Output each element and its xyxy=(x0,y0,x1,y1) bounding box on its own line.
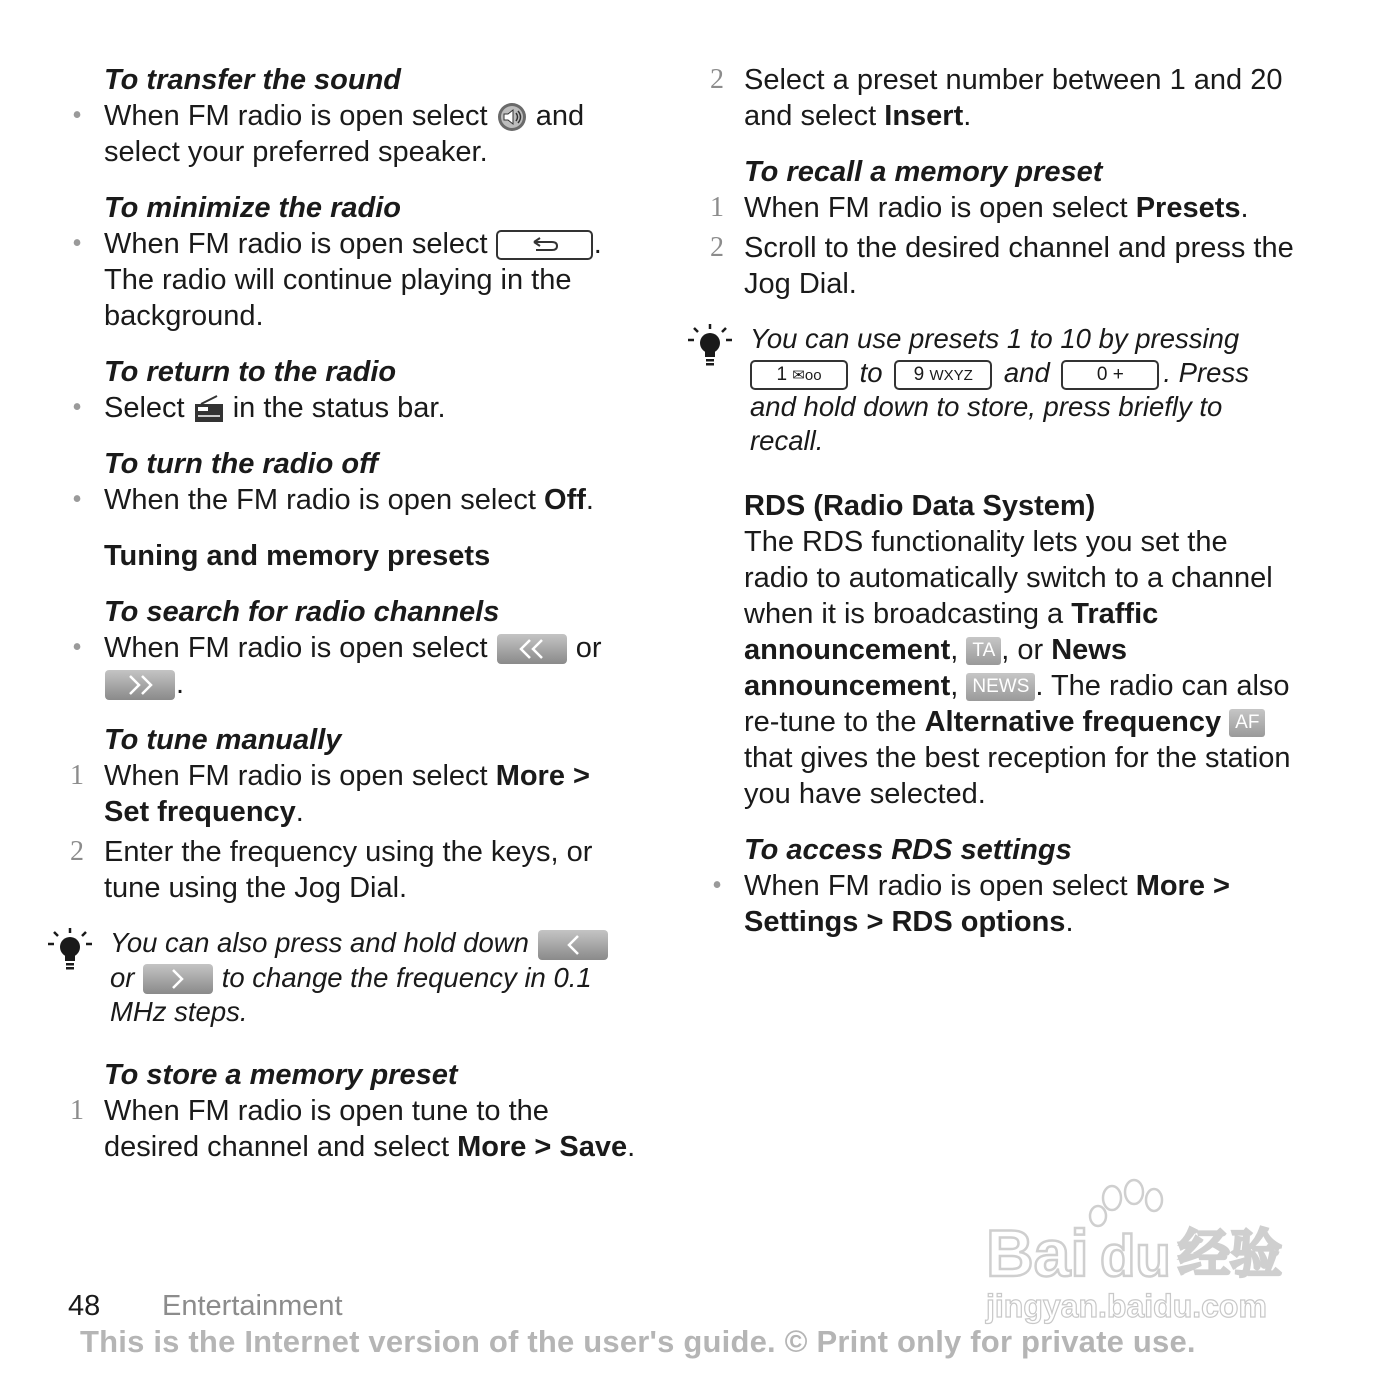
back-key-icon xyxy=(496,229,594,261)
fast-forward-icon xyxy=(104,669,176,701)
list-item: 1 When FM radio is open tune to the desired channel and select More > Save. xyxy=(66,1093,636,1165)
list-item: 2 Select a preset number between 1 and 20 and select Insert. xyxy=(706,62,1296,134)
rds-paragraph: The RDS functionality lets you set the radio to automatically switch to a channel when it is broadcasting a Traffic announcement, TA , or News announcement, NEWS . The radio can also re-tune to the Alternative frequency AF that gives the best reception for the station you have selected. xyxy=(744,526,1291,810)
list-item: • When FM radio is open select or . xyxy=(66,630,636,702)
right-arrow-key-icon xyxy=(142,963,214,995)
heading-radio-off: To turn the radio off xyxy=(104,448,378,480)
list-item: • When FM radio is open select . The radio will continue playing in the background. xyxy=(66,226,636,334)
list-item: 1 When FM radio is open select More > Set frequency. xyxy=(66,758,636,830)
ta-badge: TA xyxy=(966,637,1001,665)
bullet: • xyxy=(72,484,82,515)
svg-text:经验: 经验 xyxy=(1178,1225,1283,1285)
page-number: 48 xyxy=(68,1290,101,1322)
step-number: 1 xyxy=(710,192,724,223)
list-item: 2 Scroll to the desired channel and press the Jog Dial. xyxy=(706,230,1296,302)
bullet: • xyxy=(72,392,82,423)
heading-tune-manually: To tune manually xyxy=(104,724,342,756)
af-badge: AF xyxy=(1229,709,1265,737)
bullet: • xyxy=(72,228,82,259)
heading-access-rds: To access RDS settings xyxy=(744,834,1072,866)
step-number: 2 xyxy=(70,836,84,867)
step-number: 1 xyxy=(70,760,84,791)
list-item: • Select in the status bar. xyxy=(66,390,636,426)
news-badge: NEWS xyxy=(966,673,1035,701)
list-item: • When FM radio is open select and select your preferred speaker. xyxy=(66,98,636,170)
left-column xyxy=(66,62,636,1165)
heading-transfer-sound: To transfer the sound xyxy=(104,64,401,96)
key-9: 9 WXYZ xyxy=(894,360,992,390)
heading-recall-preset: To recall a memory preset xyxy=(744,156,1103,188)
speaker-icon xyxy=(496,101,528,133)
right-column xyxy=(706,62,1296,940)
tip-note: You can use presets 1 to 10 by pressing 1 ✉oo to 9 WXYZ and 0 + . Press and hold down to store, press briefly to recall. xyxy=(706,322,1296,458)
heading-search-channels: To search for radio channels xyxy=(104,596,500,628)
heading-minimize-radio: To minimize the radio xyxy=(104,192,402,224)
heading-store-preset: To store a memory preset xyxy=(104,1059,458,1092)
left-arrow-key-icon xyxy=(537,929,609,961)
rewind-icon xyxy=(496,633,568,665)
list-item: 2 Enter the frequency using the keys, or tune using the Jog Dial. xyxy=(66,834,636,906)
section-name: Entertainment xyxy=(162,1290,343,1322)
watermark-domain: jingyan.baidu.com xyxy=(986,1288,1267,1324)
list-item: • When the FM radio is open select Off. xyxy=(66,482,636,518)
heading-return-radio: To return to the radio xyxy=(104,356,397,388)
key-0: 0 + xyxy=(1061,360,1159,390)
svg-text:Bai: Bai xyxy=(986,1216,1089,1290)
svg-text:du: du xyxy=(1100,1224,1171,1289)
section-title-tuning: Tuning and memory presets xyxy=(104,540,491,572)
bullet: • xyxy=(712,870,722,901)
step-number: 1 xyxy=(70,1095,84,1127)
bullet: • xyxy=(72,100,82,131)
step-number: 2 xyxy=(710,232,724,263)
list-item: 1 When FM radio is open select Presets. xyxy=(706,190,1296,226)
step-number: 2 xyxy=(710,64,724,95)
tip-note: You can also press and hold down or to change the frequency in 0.1 MHz steps. xyxy=(66,926,636,1029)
disclaimer: This is the Internet version of the user's guide. © Print only for private use. xyxy=(80,1324,1196,1359)
list-item: • When FM radio is open select More > Settings > RDS options. xyxy=(706,868,1296,940)
key-1: 1 ✉oo xyxy=(750,360,848,390)
section-title-rds: RDS (Radio Data System) xyxy=(744,490,1096,522)
radio-status-icon xyxy=(193,394,225,424)
lightbulb-icon xyxy=(684,324,736,370)
lightbulb-icon xyxy=(44,928,96,974)
bullet: • xyxy=(72,632,82,663)
